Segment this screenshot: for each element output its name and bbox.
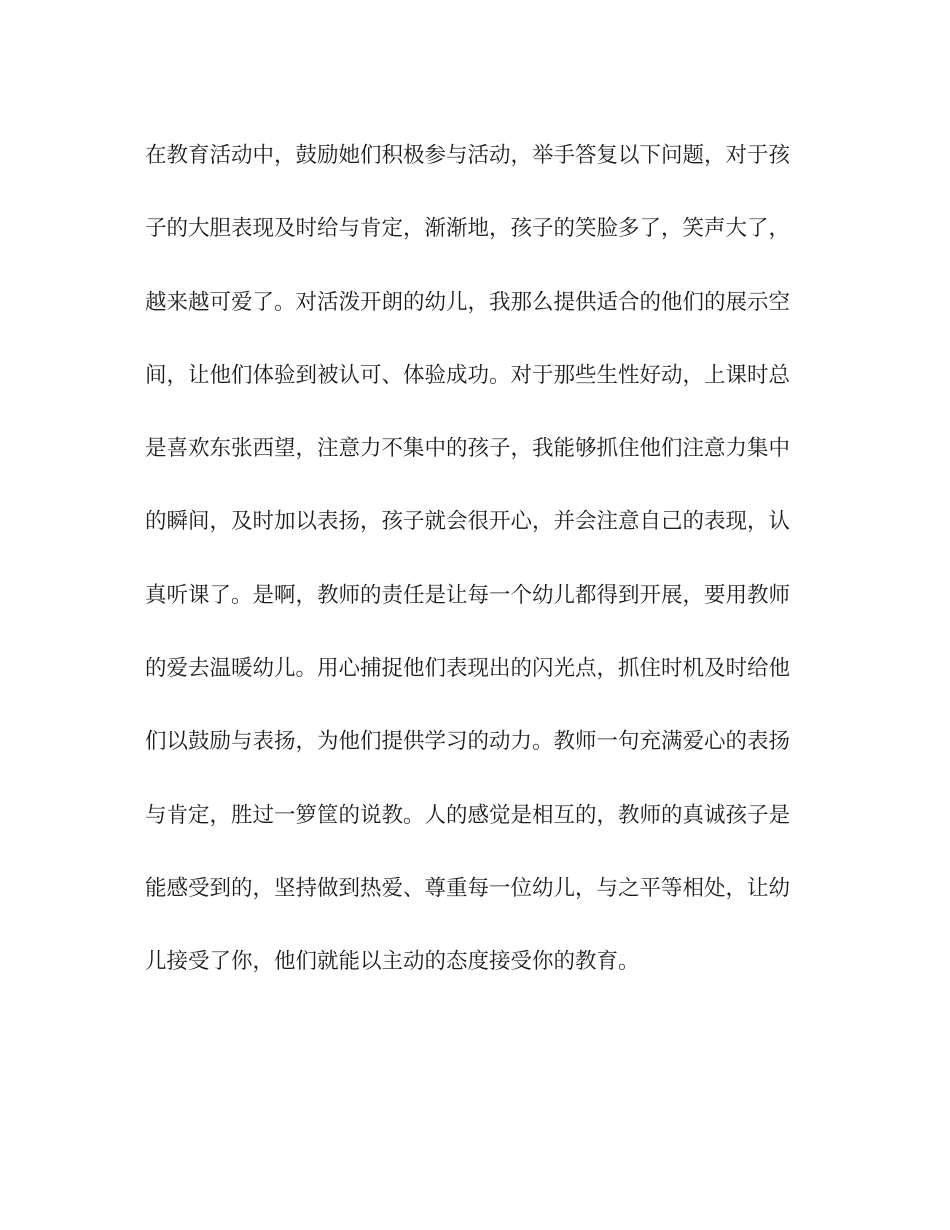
- text-line-5: 是喜欢东张西望，注意力不集中的孩子，我能够抓住他们注意力集中: [145, 436, 791, 462]
- text-line-11: 能感受到的，坚持做到热爱、尊重每一位幼儿，与之平等相处，让幼: [145, 875, 791, 901]
- body-paragraph: [145, 138, 805, 1018]
- text-line-1: 在教育活动中，鼓励她们积极参与活动，举手答复以下问题，对于孩: [145, 143, 791, 168]
- text-line-3: 越来越可爱了。对活泼开朗的幼儿，我那么提供适合的他们的展示空: [145, 289, 791, 315]
- text-line-4: 间，让他们体验到被认可、体验成功。对于那些生性好动，上课时总: [145, 362, 791, 388]
- text-line-9: 们以鼓励与表扬，为他们提供学习的动力。教师一句充满爱心的表扬: [145, 729, 791, 755]
- text-line-12: 儿接受了你，他们就能以主动的态度接受你的教育。: [145, 949, 640, 975]
- text-line-6: 的瞬间，及时加以表扬，孩子就会很开心，并会注意自己的表现，认: [145, 509, 791, 535]
- text-line-7: 真听课了。是啊，教师的责任是让每一个幼儿都得到开展，要用教师: [145, 582, 791, 608]
- text-line-8: 的爱去温暖幼儿。用心捕捉他们表现出的闪光点，抓住时机及时给他: [145, 656, 791, 682]
- text-line-2: 子的大胆表现及时给与肯定，渐渐地，孩子的笑脸多了，笑声大了，: [145, 216, 791, 242]
- text-line-10: 与肯定，胜过一箩筐的说教。人的感觉是相互的，教师的真诚孩子是: [145, 802, 791, 828]
